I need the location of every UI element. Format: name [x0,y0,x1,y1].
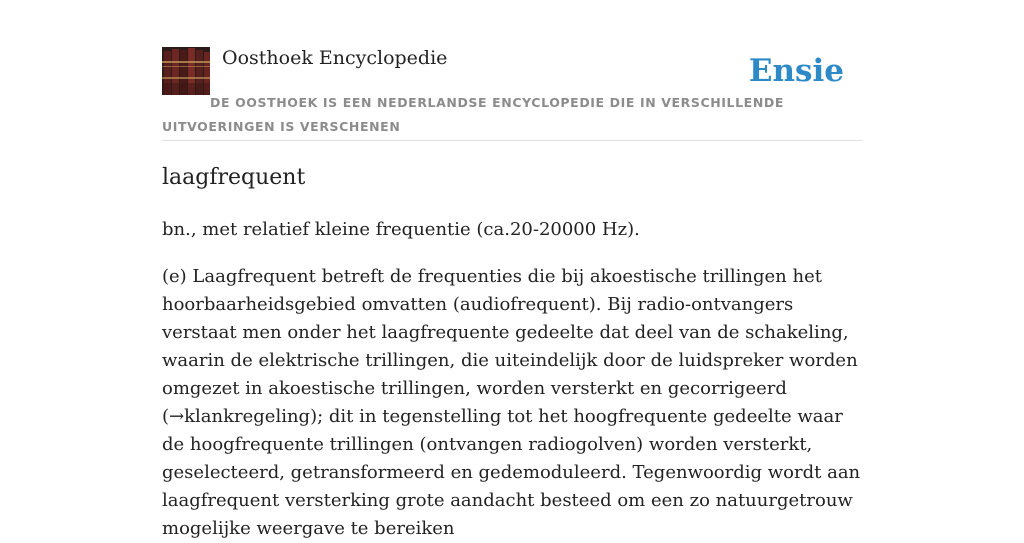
cross-reference-arrow-icon: → [169,406,185,427]
entry-body [162,263,862,543]
body-text-before-link: (e) Laagfrequent betreft de frequenties die bij akoestische trillingen het hoorbaarheidsgebied omvatten (audiofrequent). Bij radio-ontvangers verstaat men onder het laagfrequente gedeelte dat deel van de schakeling, waarin de elektrische trillingen, die uiteindelijk door de luidspreker worden omgezet in akoestische trillingen, worden versterkt en gecorrigeerd ( [162,266,858,427]
book-spines-icon [162,47,210,95]
cross-reference-label: klankregeling [184,406,311,427]
entry-definition: bn., met relatief kleine frequentie (ca.20-20000 Hz). [162,219,640,240]
body-text-after-link: ); dit in tegenstelling tot het hoogfrequente gedeelte waar de hoogfrequente trillingen (ontvangen radiogolven) worden versterkt, geselecteerd, getransformeerd en gedemoduleerd. Tegenwoordig wordt aan laagfrequent versterking grote aandacht besteed om een zo natuurgetrouw mogelijke weergave te bereiken [162,406,861,539]
source-title-link[interactable]: Oosthoek Encyclopedie [222,47,448,69]
entry-title: laagfrequent [162,165,306,190]
avatar[interactable] [162,47,210,95]
source-description: DE OOSTHOEK IS EEN NEDERLANDSE ENCYCLOPEDIE DIE IN VERSCHILLENDE UITVOERINGEN IS VERSCHENEN [162,95,784,134]
klankregeling-link[interactable] [169,406,310,427]
entry-content [162,162,862,543]
brand-logo-link[interactable]: Ensie [748,53,844,89]
source-header [162,46,862,141]
